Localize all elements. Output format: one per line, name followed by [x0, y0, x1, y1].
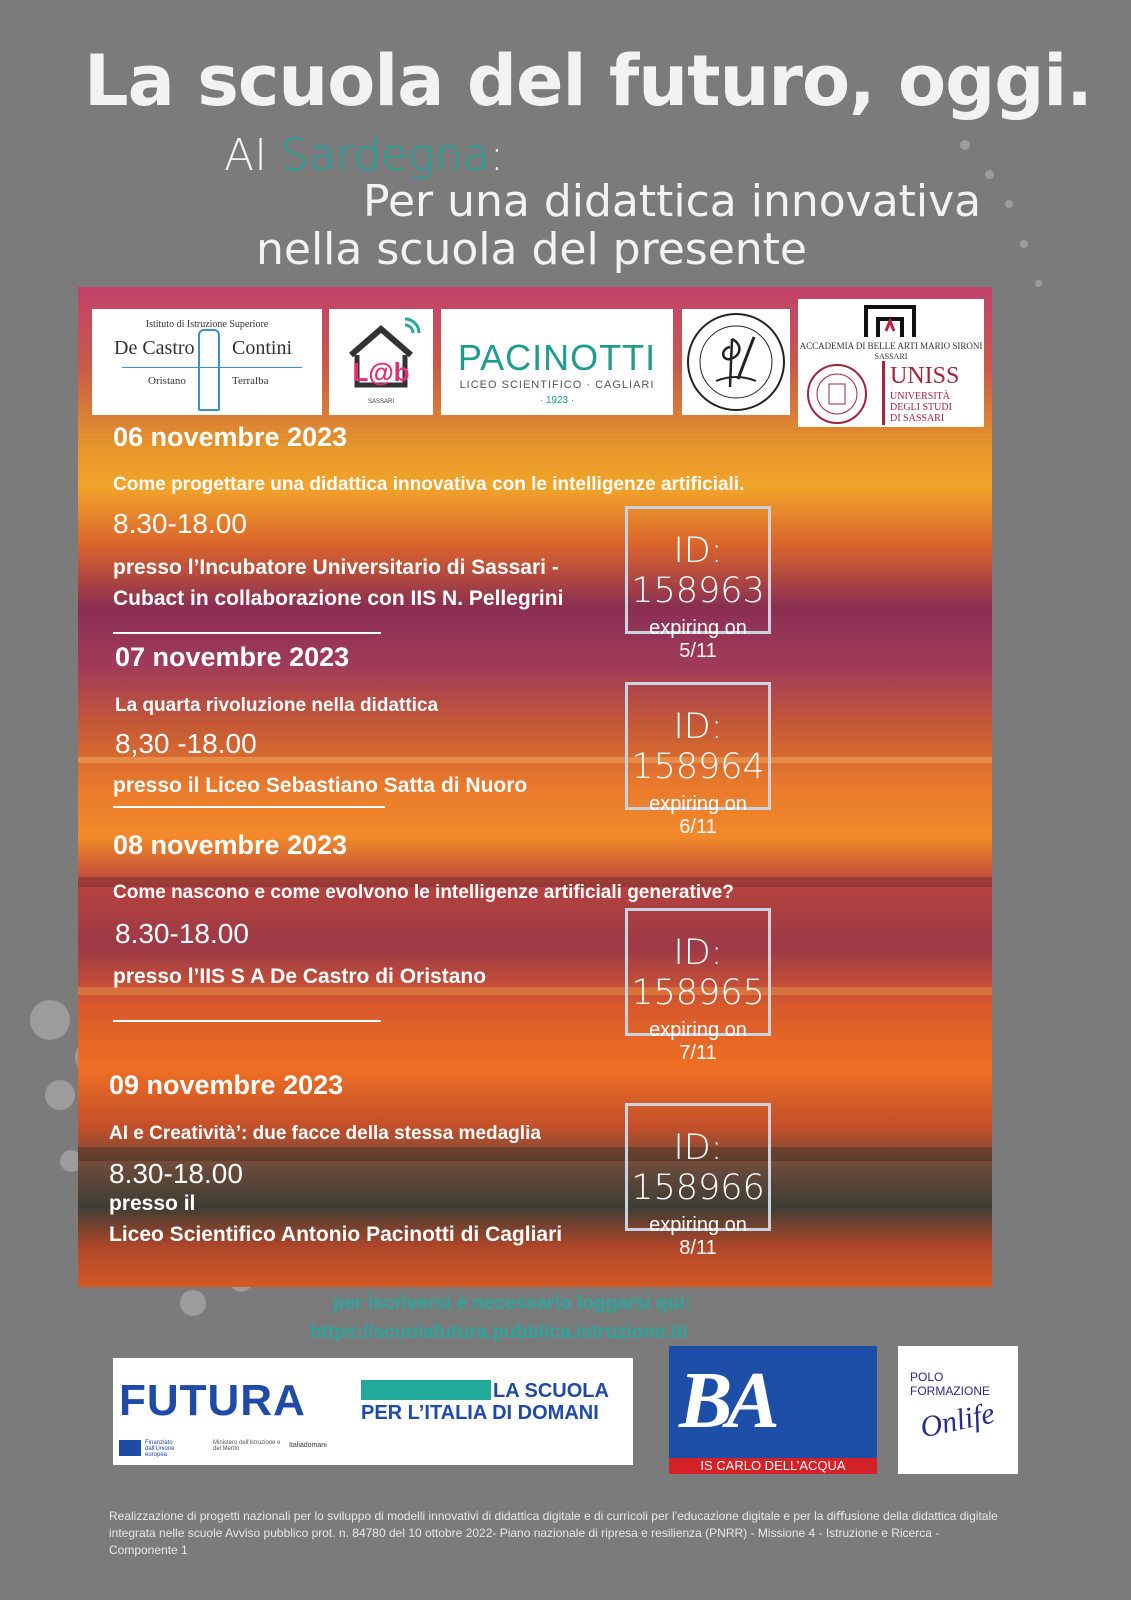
- de-castro-bottom-left: Oristano: [148, 375, 186, 387]
- futura-tagline1: LA SCUOLA: [493, 1380, 609, 1402]
- event-4-date: 09 novembre 2023: [109, 1070, 344, 1100]
- event-3-id-box: [625, 908, 771, 1064]
- events-panel: [78, 287, 992, 1287]
- page-title: La scuola del futuro, oggi.: [84, 40, 1092, 122]
- lab-caption: SASSARI: [367, 399, 394, 405]
- polo-line2: FORMAZIONE: [910, 1384, 990, 1398]
- de-castro-contini-logo: [92, 309, 322, 415]
- uniss-name: UNISS: [890, 363, 960, 389]
- event-1-place-line1: presso l’Incubatore Universitario di Sassari -: [113, 556, 559, 579]
- divider: [113, 632, 381, 634]
- event-2-id-box: [625, 682, 771, 838]
- futura-small2: Ministero dell'Istruzione e del Merito: [213, 1440, 281, 1452]
- de-castro-top: Istituto di Istruzione Superiore: [145, 319, 269, 330]
- uniss-line2: DEGLI STUDI: [890, 402, 952, 413]
- event-1-date: 06 novembre 2023: [113, 422, 348, 452]
- subtitle-line-1: [224, 130, 504, 181]
- subtitle-line-2: Per una didattica innovativa: [363, 176, 982, 227]
- event-1-place-line2: Cubact in collaborazione con IIS N. Pellegrini: [113, 587, 564, 610]
- event-2-place: [113, 770, 527, 801]
- music-quill-icon: [682, 309, 790, 415]
- polo-line3: Onlife: [917, 1396, 998, 1445]
- pacinotti-line: LICEO SCIENTIFICO · CAGLIARI: [459, 379, 655, 391]
- polo-line1: POLO: [910, 1370, 944, 1384]
- event-3-topic: Come nascono e come evolvono le intelligenze artificiali generative?: [113, 882, 734, 903]
- eu-flag-icon: [119, 1440, 141, 1456]
- pacinotti-name: PACINOTTI: [457, 337, 657, 378]
- accademia-city: SASSARI: [874, 352, 908, 361]
- arch-icon: [860, 301, 920, 341]
- divider: [113, 806, 385, 808]
- de-castro-left: De Castro: [114, 337, 195, 359]
- event-3-expiry: expiring on 7/11: [649, 1019, 747, 1064]
- subtitle-colon: :: [489, 130, 505, 181]
- registration-link[interactable]: https://scuolafutura.pubblica.istruzione.it/: [310, 1322, 688, 1343]
- event-4-place-line2: Liceo Scientifico Antonio Pacinotti di Cagliari: [109, 1223, 563, 1246]
- event-1-expiry: expiring on 5/11: [649, 617, 747, 662]
- event-1-id-box: [625, 506, 771, 662]
- event-4-topic: AI e Creatività’: due facce della stessa medaglia: [109, 1123, 541, 1144]
- carlo-dellacqua-logo: [669, 1346, 877, 1474]
- event-4-id-box: [625, 1103, 771, 1259]
- lab-text: L@b: [352, 357, 410, 387]
- event-3-time: 8.30-18.00: [115, 918, 249, 949]
- futura-small1: Finanziato dall'Unione europea: [145, 1440, 175, 1458]
- event-4-expiry: expiring on 8/11: [649, 1214, 747, 1259]
- event-2-place-line1: presso il Liceo Sebastiano Satta di Nuoro: [113, 774, 528, 797]
- event-1-topic: Come progettare una didattica innovativa con le intelligenze artificiali.: [113, 474, 745, 495]
- carlo-monogram: BA: [679, 1357, 774, 1445]
- event-3-place: [113, 961, 486, 992]
- event-2-topic: La quarta rivoluzione nella didattica: [115, 695, 439, 716]
- futura-logo: [113, 1358, 633, 1465]
- seal-icon: [802, 362, 872, 426]
- accademia-logo: [798, 299, 984, 361]
- carlo-name: IS CARLO DELL’ACQUA: [669, 1458, 877, 1474]
- de-castro-right: Contini: [232, 337, 293, 359]
- event-3-place-line1: presso l’IIS S A De Castro di Oristano: [113, 965, 487, 988]
- event-3-id: ID: 158965: [631, 933, 765, 1013]
- subtitle-ai: AI: [224, 130, 268, 181]
- futura-bar: [361, 1380, 491, 1400]
- de-castro-bottom-right: Terralba: [232, 375, 269, 387]
- event-2-expiry: expiring on 6/11: [649, 793, 747, 838]
- subtitle-region: Sardegna: [281, 130, 490, 181]
- pacinotti-year: · 1923 ·: [539, 395, 575, 406]
- event-4-place: [109, 1188, 562, 1250]
- pacinotti-logo: [441, 309, 673, 415]
- event-2-date: 07 novembre 2023: [115, 642, 350, 672]
- uniss-logo: [798, 361, 984, 427]
- footer-note: Realizzazione di progetti nazionali per lo sviluppo di modelli innovativi di didattica digitale e di curricoli per l’educazione digitale e per la diﬀusione della didattica digitale integrata nelle scuole Avviso pubblico prot. n. 84780 del 10 ottobre 2022- Piano nazionale di ripresa e resilienza (PNRR) - Missione 4 - Istruzione e Ricerca - Componente 1: [109, 1509, 998, 1557]
- lab-logo: [329, 309, 433, 415]
- divider: [113, 1020, 381, 1022]
- futura-tagline2: PER L’ITALIA DI DOMANI: [361, 1402, 599, 1424]
- event-3-date: 08 novembre 2023: [113, 830, 348, 860]
- futura-small3: Italiadomani: [289, 1442, 327, 1449]
- event-1-id: ID: 158963: [631, 531, 765, 611]
- event-4-place-line1: presso il: [109, 1192, 196, 1215]
- uniss-line3: DI SASSARI: [890, 413, 945, 424]
- polo-formazione-logo: [898, 1346, 1018, 1474]
- futura-name: FUTURA: [119, 1376, 306, 1425]
- accademia-text: ACCADEMIA DI BELLE ARTI MARIO SIRONI: [799, 341, 983, 351]
- event-4-id: ID: 158966: [631, 1128, 765, 1208]
- event-1-place: [113, 552, 563, 614]
- event-2-id: ID: 158964: [631, 707, 765, 787]
- event-4-time: 8.30-18.00: [109, 1158, 243, 1189]
- figure-icon: [198, 329, 220, 411]
- registration-note: per iscriversi è necessario loggarsi qui:: [333, 1293, 691, 1314]
- satta-logo: [682, 309, 790, 415]
- uniss-line1: UNIVERSITÀ: [890, 391, 950, 402]
- event-2-time: 8,30 -18.00: [115, 728, 257, 759]
- event-1-time: 8.30-18.00: [113, 508, 247, 539]
- subtitle-line-3: nella scuola del presente: [256, 224, 807, 275]
